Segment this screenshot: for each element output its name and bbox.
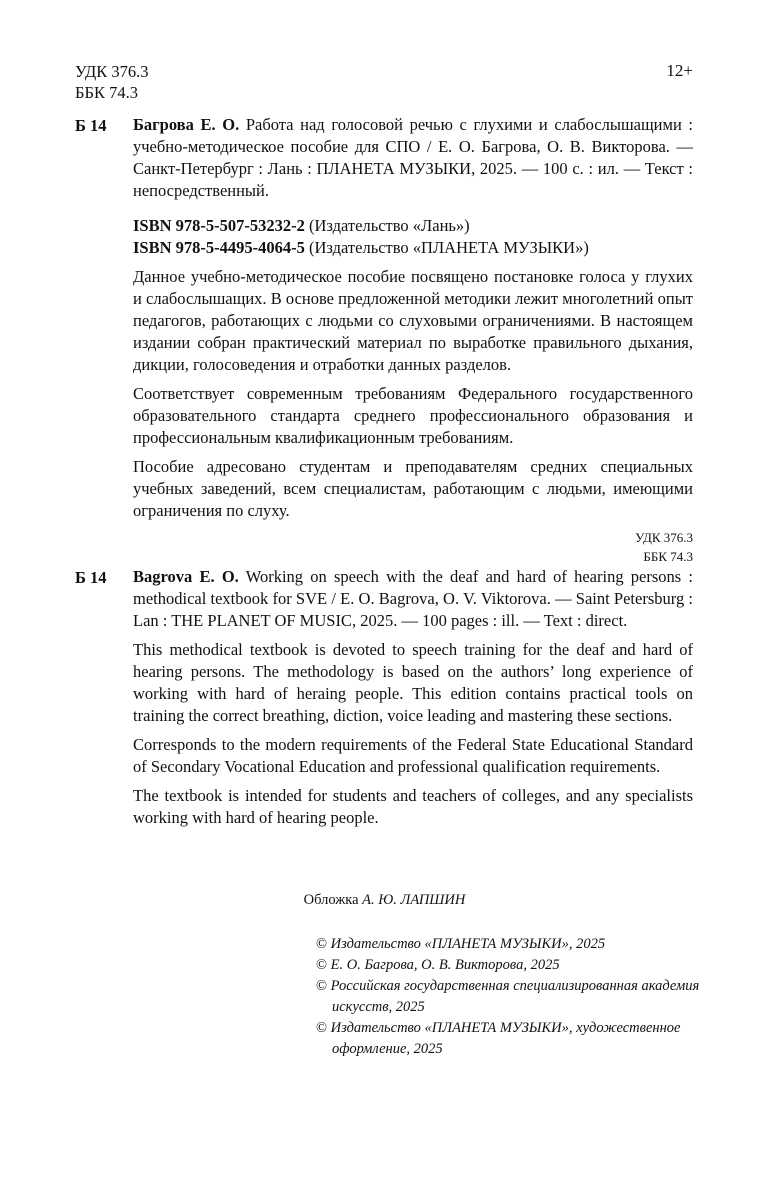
ru-bbk: ББК 74.3	[643, 549, 693, 564]
cover-credit	[0, 892, 769, 909]
copyright-block	[316, 934, 706, 1060]
ru-bib-rest: Работа над голосовой речью с глухими и слабослышащими : учебно-методическое пособие для СПО / Е. О. Багрова, О. В. Викторова. — Санкт-Петербург : Лань : ПЛАНЕТА МУЗЫКИ, 2025. — 100 с. : ил. — Текст : непосредственный.	[133, 115, 694, 200]
header-udk: УДК 376.3	[75, 62, 149, 81]
copyright-symbol: ©	[316, 936, 328, 952]
en-entry	[133, 566, 693, 836]
copyright-symbol: ©	[316, 957, 328, 973]
isbn-number: ISBN 978-5-4495-4064-5	[133, 238, 305, 257]
copyright-text: Е. О. Багрова, О. В. Викторова, 2025	[330, 957, 560, 973]
en-bib-rest: Working on speech with the deaf and hard of hearing persons : methodical textbook for SVE / E. O. Bagrova, O. V. Viktorova. — Saint Petersburg : Lan : THE PLANET OF MUSIC, 2025. — 100 pages : ill. — Text : direct.	[133, 567, 694, 630]
isbn-number: ISBN 978-5-507-53232-2	[133, 216, 305, 235]
copyright-text: Издательство «ПЛАНЕТА МУЗЫКИ», 2025	[330, 936, 606, 952]
cover-artist: А. Ю. ЛАПШИН	[362, 892, 466, 908]
ru-classification-right	[635, 528, 693, 566]
ru-isbn-2	[133, 237, 693, 259]
copyright-line	[316, 934, 706, 955]
ru-bibliographic-record	[133, 114, 693, 202]
en-annotation-paragraph: This methodical textbook is devoted to speech training for the deaf and hard of hearing persons. The methodology is based on the authors’ long experience of working with hard of heraing people. This edition contains practical tools on training the correct breathing, diction, voice leading and mastering these sections.	[133, 640, 693, 725]
copyright-text: Издательство «ПЛАНЕТА МУЗЫКИ», художественное оформление, 2025	[330, 1020, 681, 1057]
en-annotation-paragraph: The textbook is intended for students and teachers of colleges, and any specialists working with hard of hearing people.	[133, 786, 693, 827]
isbn-note: (Издательство «ПЛАНЕТА МУЗЫКИ»)	[309, 238, 589, 257]
copyright-line	[316, 976, 706, 1018]
ru-isbn-1	[133, 215, 693, 237]
copyright-line	[316, 955, 706, 976]
ru-author-code: Б 14	[75, 116, 107, 135]
copyright-symbol: ©	[316, 978, 328, 994]
ru-entry	[133, 114, 693, 529]
en-author: Bagrova E. O.	[133, 567, 239, 586]
header-bbk: ББК 74.3	[75, 83, 138, 102]
cover-label: Обложка	[303, 892, 359, 908]
en-annotation-paragraph: Corresponds to the modern requirements of the Federal State Educational Standard of Secondary Vocational Education and professional qualification requirements.	[133, 735, 693, 776]
header-classification	[75, 61, 149, 103]
ru-annotation-paragraph: Соответствует современным требованиям Федерального государственного образовательного стандарта среднего профессионального образования и профессиональным квалификационным требованиям.	[133, 384, 693, 447]
ru-udk: УДК 376.3	[635, 530, 693, 545]
copyright-line	[316, 1018, 706, 1060]
copyright-text: Российская государственная специализированная академия искусств, 2025	[330, 978, 700, 1015]
ru-annotation-paragraph: Данное учебно-методическое пособие посвящено постановке голоса у глухих и слабослышащих. В основе предложенной методики лежит многолетний опыт педагогов, работающих с людьми со слуховыми ограничениями. В настоящем издании собран практический материал по выработке правильного дыхания, дикции, голосоведения и отработки данных разделов.	[133, 267, 693, 374]
ru-author: Багрова Е. О.	[133, 115, 240, 134]
isbn-note: (Издательство «Лань»)	[309, 216, 470, 235]
en-bibliographic-record	[133, 566, 693, 632]
age-rating: 12+	[666, 61, 693, 80]
en-author-code: Б 14	[75, 568, 107, 587]
ru-annotation-paragraph: Пособие адресовано студентам и преподавателям средних специальных учебных заведений, всем специалистам, работающим с людьми, имеющими ограничения по слуху.	[133, 457, 693, 520]
copyright-symbol: ©	[316, 1020, 328, 1036]
